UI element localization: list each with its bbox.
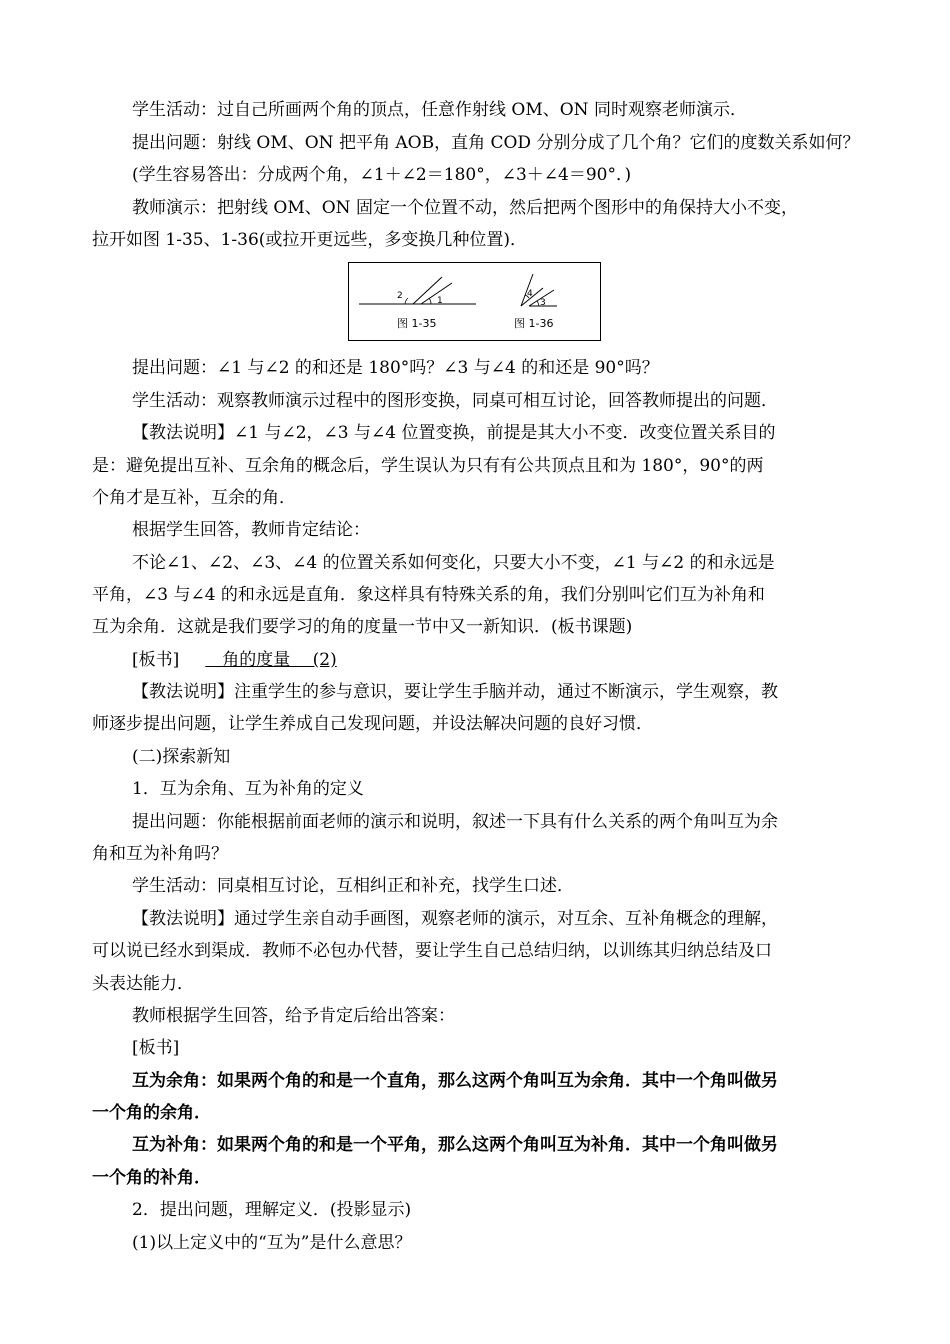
definition-supplementary: 互为补角：如果两个角的和是一个平角，那么这两个角叫互为补角．其中一个角叫做另 (132, 1135, 778, 1155)
definition-complementary: 互为余角：如果两个角的和是一个直角，那么这两个角叫互为余角．其中一个角叫做另 (132, 1071, 778, 1091)
definition-complementary-cont: 一个角的余角． (92, 1103, 211, 1123)
definition-supplementary-cont: 一个角的补角． (92, 1168, 211, 1188)
paragraph-line: 【教法说明】∠1 与∠2，∠3 与∠4 位置变换，前提是其大小不变．改变位置关系目的 (132, 423, 776, 443)
paragraph-line: 个角才是互补，互余的角． (92, 488, 296, 508)
paragraph-line: (学生容易答出：分成两个角，∠1＋∠2＝180°，∠3＋∠4＝90°．) (132, 165, 632, 185)
angle-figures (349, 263, 602, 342)
subsection-heading: 1．互为余角、互为补角的定义 (132, 779, 364, 799)
paragraph-line: 角和互为补角吗？ (92, 844, 228, 864)
paragraph-line: 是：避免提出互补、互余角的概念后，学生误认为只有有公共顶点且和为 180°，90°的两 (92, 456, 764, 476)
paragraph-line: 学生活动：过自己所画两个角的顶点，任意作射线 OM、ON 同时观察老师演示． (132, 100, 747, 120)
paragraph-line: 不论∠1、∠2、∠3、∠4 的位置关系如何变化，只要大小不变，∠1 与∠2 的和永远是 (132, 553, 775, 573)
paragraph-line: 拉开如图 1-35、1-36(或拉开更远些，多变换几种位置)． (92, 230, 528, 250)
board-note-line (132, 648, 902, 672)
paragraph-line: 提出问题：射线 OM、ON 把平角 AOB，直角 COD 分别分成了几个角？它们的度数关系如何？ (132, 133, 860, 153)
paragraph-line: (1)以上定义中的“互为”是什么意思？ (132, 1233, 412, 1253)
board-label: [板书] (132, 1038, 180, 1058)
paragraph-line: 头表达能力． (92, 974, 194, 994)
fig36-label-3: 3 (540, 298, 546, 308)
paragraph-line: 可以说已经水到渠成．教师不必包办代替，要让学生自己总结归纳，以训练其归纳总结及口 (92, 941, 772, 961)
paragraph-line: 根据学生回答，教师肯定结论： (132, 520, 370, 540)
fig36-label-4: 4 (527, 289, 533, 299)
paragraph-line: 【教法说明】通过学生亲自动手画图，观察老师的演示，对互余、互补角概念的理解， (132, 909, 778, 929)
paragraph-line: 2．提出问题，理解定义．(投影显示) (132, 1200, 412, 1220)
lesson-title: 角的度量 (2) (205, 650, 337, 670)
fig35-arc-1 (429, 298, 431, 304)
paragraph-line: 【教法说明】注重学生的参与意识，要让学生手脑并动，通过不断演示，学生观察，教 (132, 682, 778, 702)
paragraph-line: 平角，∠3 与∠4 的和永远是直角．象这样具有特殊关系的角，我们分别叫它们互为补角和 (92, 585, 765, 605)
paragraph-line: 师逐步提出问题，让学生养成自己发现问题，并设法解决问题的良好习惯． (92, 714, 653, 734)
board-label: [板书] (132, 650, 180, 670)
paragraph-line: 教师演示：把射线 OM、ON 固定一个位置不动，然后把两个图形中的角保持大小不变， (132, 198, 798, 218)
paragraph-line: 教师根据学生回答，给予肯定后给出答案： (132, 1006, 455, 1026)
figure-caption-1-35: 图 1-35 (397, 317, 437, 330)
fig35-label-2: 2 (397, 291, 403, 301)
paragraph-line: 学生活动：观察教师演示过程中的图形变换，同桌可相互讨论，回答教师提出的问题． (132, 391, 778, 411)
paragraph-line: 提出问题：你能根据前面老师的演示和说明，叙述一下具有什么关系的两个角叫互为余 (132, 812, 778, 832)
fig35-label-1: 1 (437, 296, 443, 306)
paragraph-line: 提出问题：∠1 与∠2 的和还是 180°吗？∠3 与∠4 的和还是 90°吗？ (132, 358, 659, 378)
paragraph-line: 互为余角．这就是我们要学习的角的度量一节中又一新知识．(板书课题) (92, 617, 633, 637)
paragraph-line: 学生活动：同桌相互讨论，互相纠正和补充，找学生口述． (132, 876, 574, 896)
figure-box (348, 262, 601, 341)
fig35-arc-2 (405, 298, 408, 304)
section-heading: (二)探索新知 (132, 747, 231, 767)
fig36-arc-3 (537, 301, 539, 306)
figure-caption-1-36: 图 1-36 (514, 317, 554, 330)
